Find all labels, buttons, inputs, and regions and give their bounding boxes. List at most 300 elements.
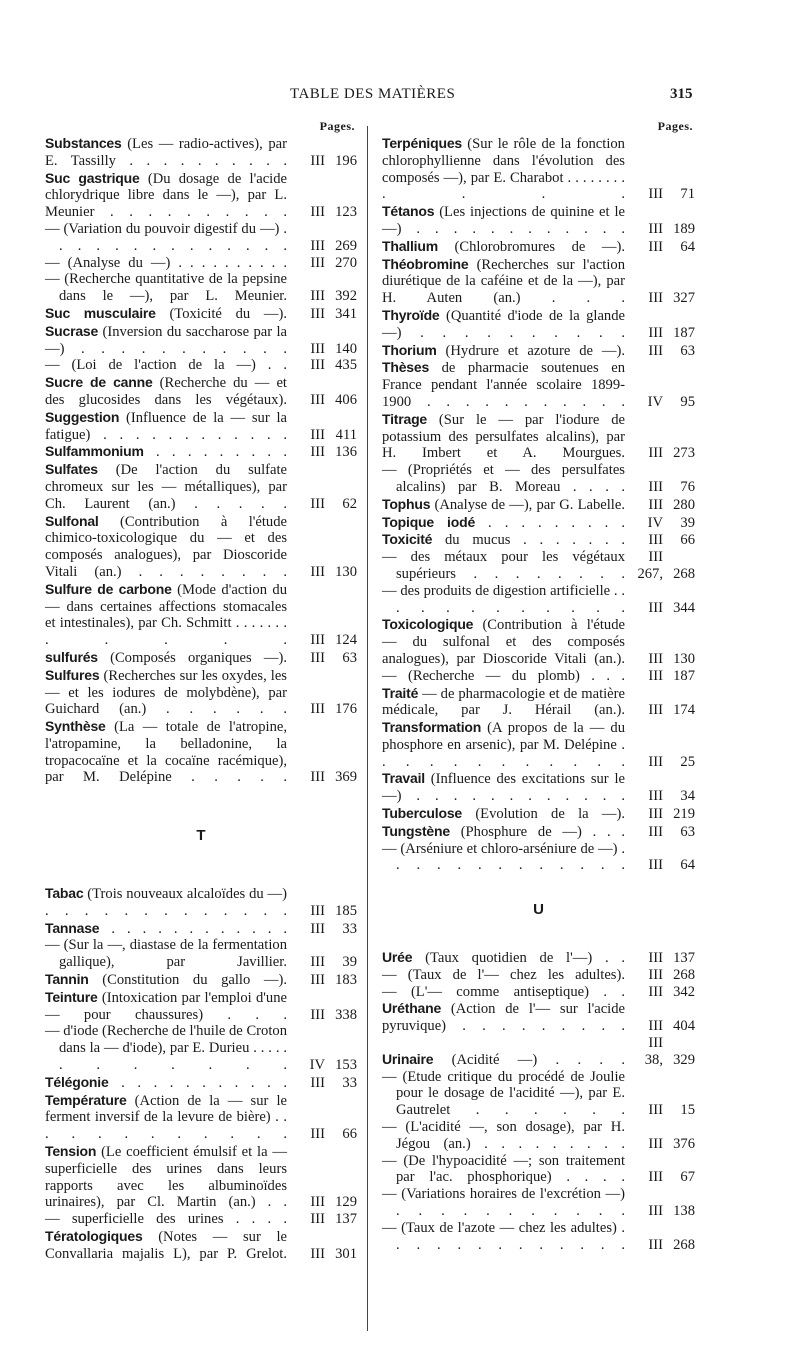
entry-volume: III [310,954,325,971]
entry-description: (De l'action du sulfate chromeux sur les — métalliques), par Ch. Laurent (an.) . . . . . [45,462,287,512]
index-entry [382,307,695,342]
entry-volume: III [648,983,663,1000]
entry-volume: III [648,857,663,874]
entries-s [45,135,357,786]
entry-description: — (Sur la —, diastase de la fermentation gallique), par Javillier. [45,937,287,971]
index-entry [382,1153,695,1187]
entry-volume: III [310,972,325,989]
entry-volume: III [310,769,325,786]
entry-description: — (Arséniure et chloro-arséniure de —) . . . . . . . . . . . . . [382,840,625,874]
index-entry [45,305,357,323]
entry-text [382,1186,629,1220]
index-entry [382,719,695,770]
entry-description: (Trois nouveaux alcaloïdes du —) . . . . . . . . . . . . . [45,886,287,919]
entry-headword: Température [45,1091,127,1108]
entry-text [382,1000,629,1035]
entry-description: (Influence de la — sur la fatigue) . . . . . . . . . . . . [45,409,288,443]
index-entry [382,805,695,823]
entry-description: (Recherches sur l'action diurétique de la caféine et de la —), par H. Auten (an.) . . . [382,256,625,307]
entry-description: — (Recherche quantitative de la pepsine dans le —), par L. Meunier. [45,271,287,305]
entry-page: 130 [673,650,695,667]
entry-page: 187 [673,324,695,341]
entry-text [45,357,291,374]
entry-description: (Chlorobromures de —). [454,238,625,255]
entry-page: 174 [673,702,695,719]
entry-page: 189 [673,220,695,237]
entry-page: 63 [680,342,695,359]
entry-description: — (Variations horaires de l'excrétion —) . . . . . . . . . . . [382,1186,625,1220]
entry-description: . . . . . . . . . . . [121,1074,287,1091]
entry-page: 64 [680,238,695,255]
index-entry [382,411,695,462]
entry-page: 268 [673,966,695,983]
entry-page: 71 [680,186,695,203]
index-entry [382,496,695,514]
index-entry [45,461,357,512]
entry-headword: Substances [45,135,122,151]
entry-volume: III [310,1211,325,1228]
entry-page: 137 [335,1211,357,1228]
entry-page: 268 [673,565,695,582]
entry-page: 280 [673,496,695,513]
entry-page: 342 [673,983,695,1000]
entry-description: (Evolution de la —). [475,806,625,823]
entry-page: 124 [335,632,357,649]
entry-description: (Les injections de quinine et le —) . . . . . . . . . . . . [382,204,625,237]
entry-page: 185 [335,902,357,919]
entry-headword: Sulfonal [45,512,99,529]
index-entry [382,967,695,984]
entry-text [45,1143,291,1211]
index-entry [45,170,357,221]
entry-volume: III [310,1074,325,1091]
entry-volume: IV [309,1057,325,1074]
entry-volume: III [310,444,325,461]
entry-description: (A propos de la — du phosphore en arsenic), par M. Delépine . . . . . . . . . . . . [382,720,625,770]
entry-text [45,1092,291,1143]
index-entry [45,271,357,305]
entry-page: 196 [335,152,357,169]
entry-volume: III [310,237,325,254]
entry-page: 176 [335,701,357,718]
entry-description: (Hydrure et azoture de —). [445,342,625,359]
index-entry [382,462,695,496]
entry-text [382,967,629,984]
entry-text [45,1211,291,1228]
entry-volume: III [310,920,325,937]
index-entry [45,135,357,170]
index-entry [382,342,695,360]
entry-page: 392 [335,288,357,305]
entry-volume: III [310,288,325,305]
entry-page: 67 [680,1169,695,1186]
entry-page: 66 [342,1126,357,1143]
entry-page: 25 [680,753,695,770]
entry-headword: Sucrase [45,322,99,339]
entry-page: 66 [680,532,695,549]
index-entry [382,949,695,967]
entries-t-right [382,135,695,874]
index-entry [382,823,695,841]
entry-volume: III [648,702,663,719]
entry-volume: III [648,1203,663,1220]
section-letter-t: T [196,827,206,845]
entry-volume: III 267, [637,549,663,582]
index-entry [45,885,357,920]
entry-text [382,496,629,514]
entry-volume: III [648,1135,663,1152]
entry-headword: Urinaire [382,1050,434,1067]
index-entry [45,1092,357,1143]
entry-volume: III [648,1236,663,1253]
entry-text [45,718,291,786]
index-entry [382,770,695,805]
entry-text [382,616,629,667]
entry-description: (La — totale de l'atropine, l'atropamine, la belladonine, la tropacocaïne et la cocaïne racémique), par M. Delépine . . . . . [45,719,287,786]
entry-description: (Quantité d'iode de la glande —) . . . . . . . . . . [382,307,625,341]
entry-text [382,203,629,238]
index-entry [45,581,357,649]
entry-volume: III [310,1245,325,1262]
entry-page: 62 [342,495,357,512]
entry-text [382,719,629,770]
entry-description: — d'iode (Recherche de l'huile de Croton dans la — d'iode), par E. Durieu . . . . . . . . . . . . [45,1023,287,1074]
index-entry [382,1119,695,1153]
entry-volume: III [648,667,663,684]
index-entry [382,1035,695,1069]
entry-description: — (Taux de l'azote — chez les adultes) . . . . . . . . . . . . . [382,1219,625,1253]
entry-volume: III [310,340,325,357]
entry-page: 376 [673,1135,695,1152]
entry-volume: III [648,342,663,359]
entry-volume: III [648,806,663,823]
entry-description: (Taux quotidien de l'—) . . [425,950,625,967]
entry-page: 341 [335,305,357,322]
index-entry [382,359,695,410]
entry-description: (Action de l'— sur l'acide pyruvique) . . . . . . . . . [382,1001,625,1035]
entry-headword: Traité [382,684,419,701]
entry-description: (Action de la — sur le ferment inversif de la levure de bière) . . . . . . . . . . . . [45,1092,287,1143]
index-entry [382,238,695,256]
entry-headword: Thyroïde [382,306,440,323]
entry-description: . . . . . . . . . [156,444,287,461]
entry-page: 39 [680,514,695,531]
entry-description: (Composés organiques —). [110,649,288,666]
entry-page: 129 [335,1194,357,1211]
entry-text [382,984,629,1001]
entry-text [45,1074,291,1092]
index-entry [382,1000,695,1035]
entry-text [382,583,629,617]
entry-text [382,770,629,805]
entry-headword: Terpéniques [382,135,463,151]
entry-headword: Théobromine [382,255,469,272]
entry-description: — (Analyse du —) . . . . . . . . . . [45,254,287,271]
entry-description: — (Loi de l'action de la —) . . [45,357,287,374]
entry-volume: III [648,1169,663,1186]
entry-page: 411 [335,426,357,443]
index-entry [382,549,695,583]
entry-page: 404 [673,1018,695,1035]
entry-description: (Inversion du saccharose par la —) . . . . . . . . . . . [45,323,288,357]
index-entry [45,374,357,409]
entry-text [382,514,629,532]
index-entry [45,989,357,1024]
entry-headword: Tétanos [382,203,435,220]
entry-page: 327 [673,290,695,307]
entry-volume: III [310,391,325,408]
entry-headword: Urée [382,949,413,966]
entry-volume: III [648,186,663,203]
entry-page: 95 [680,393,695,410]
entry-text [45,323,291,358]
entry-headword: Uréthane [382,1000,442,1017]
entry-text [45,989,291,1024]
entry-volume: III [648,823,663,840]
entry-text [382,256,629,307]
entry-headword: Sulfure de carbone [45,580,172,597]
entry-text [382,549,629,583]
entry-volume: III [310,1194,325,1211]
entry-volume: III [648,496,663,513]
entry-headword: Topique iodé [382,513,476,530]
entry-volume: III [648,445,663,462]
entry-headword: Tannase [45,919,100,936]
entry-volume: III [648,532,663,549]
entry-volume: III [648,599,663,616]
entry-headword: Thorium [382,341,437,358]
entry-description: (Mode d'action du — dans certaines affections stomacales et intestinales), par Ch. Schmitt . . . . . . . . . . . . [45,581,287,649]
entry-volume: III [310,357,325,374]
index-entry [45,513,357,581]
entry-text [45,409,291,444]
running-header [0,86,800,106]
entry-page: 130 [335,563,357,580]
index-entry [382,1069,695,1119]
entry-volume: III [648,788,663,805]
index-entry [382,256,695,307]
entry-headword: sulfurés [45,648,98,665]
entry-volume: III [648,1018,663,1035]
entry-description: . . . . . . . . . . . . [111,920,287,937]
entry-description: (Acidité —) . . . . [451,1051,625,1068]
pages-label: Pages. [319,119,355,133]
entry-text [45,443,291,461]
index-entry [382,135,695,203]
index-entry [382,1220,695,1254]
entry-description: (Du dosage de l'acide chlorydrique libre dans le —), par L. Meunier . . . . . . . . . . [45,170,287,221]
entry-page: 273 [673,445,695,462]
entry-text [45,513,291,581]
entry-description: — de pharmacologie et de matière médicale, par J. Hérail (an.). [382,685,625,719]
index-entry [382,203,695,238]
entries-t-left [45,885,357,1263]
entry-headword: Sulfammonium [45,443,144,460]
index-entry [45,221,357,255]
entry-text [382,841,629,875]
entry-page: 406 [335,391,357,408]
entry-volume: III [648,1102,663,1119]
entry-text [382,462,629,496]
entry-page: 301 [335,1245,357,1262]
index-entry [45,971,357,989]
entry-text [382,342,629,360]
entry-description: — (De l'hypoacidité —; son traitement par l'ac. phosphorique) . . . . [382,1152,625,1186]
entry-volume: III [648,966,663,983]
entry-description: (Les — radio-actives), par E. Tassilly . . . . . . . . . . [45,136,287,169]
entry-text [45,305,291,323]
entry-page: 33 [342,920,357,937]
entry-text [382,238,629,256]
entry-description: — (Etude critique du procédé de Joulie pour le dosage de l'acidité —), par E. Gautrelet . . . . . . [382,1068,625,1119]
entry-volume: III [310,1006,325,1023]
entry-description: du mucus . . . . . . . [445,532,625,549]
entry-headword: Sucre de canne [45,374,153,391]
index-entry [382,514,695,532]
index-entry [382,531,695,549]
entry-page: 136 [335,444,357,461]
entry-page: 270 [335,254,357,271]
entry-description: (Recherche du — et des glucosides dans les végétaux). [45,375,287,408]
entry-text [45,271,291,305]
entry-description: — (Variation du pouvoir digestif du —) . . . . . . . . . . . . . . [45,220,287,254]
entry-volume: III 38, [644,1035,663,1068]
section-letter-u: U [533,901,544,919]
entry-text [45,374,291,409]
entry-text [45,1023,291,1073]
entry-description: (Toxicité du —). [169,305,287,322]
entry-page: 63 [342,649,357,666]
entry-text [45,461,291,512]
entry-description: — (L'acidité —, son dosage), par H. Jégou (an.) . . . . . . . . . [382,1119,625,1152]
entry-page: 435 [335,357,357,374]
entry-page: 369 [335,769,357,786]
entry-text [45,170,291,221]
entry-page: 153 [335,1057,357,1074]
index-entry [45,443,357,461]
entry-page: 15 [680,1102,695,1119]
entry-text [45,667,291,718]
entry-headword: Synthèse [45,718,106,735]
entry-headword: Toxicologique [382,616,474,633]
entry-headword: Suc gastrique [45,169,140,186]
index-entry [45,1074,357,1092]
entry-volume: III [310,701,325,718]
entry-text [45,255,291,272]
entry-headword: Travail [382,770,425,787]
entry-text [45,581,291,649]
column-divider [367,126,368,1331]
entry-headword: Tannin [45,971,89,988]
entry-volume: III [648,478,663,495]
index-entry [45,409,357,444]
entry-text [382,531,629,549]
entry-volume: III [310,254,325,271]
entry-page: 344 [673,599,695,616]
entry-text [45,885,291,920]
entry-text [382,1069,629,1119]
entry-page: 138 [673,1203,695,1220]
entry-description: — (Taux de l'— chez les adultes). [382,966,625,983]
left-column [45,118,357,1263]
entry-volume: III [648,290,663,307]
entry-volume: III [310,632,325,649]
entry-description: — superficielle des urines . . . . [45,1211,287,1228]
entry-headword: Sulfures [45,666,100,683]
entry-volume: III [310,305,325,322]
index-entry [382,984,695,1001]
entry-page: 140 [335,340,357,357]
entry-text [45,920,291,938]
index-entry [382,616,695,667]
entry-headword: Télégonie [45,1073,109,1090]
entry-text [45,135,291,170]
entry-text [45,971,291,989]
entry-page: 187 [673,667,695,684]
entry-description: (Sur le rôle de la fonction chlorophyllienne dans l'évolution des composés —), par E. Charabot . . . . . . . . . . . . [382,136,625,203]
entry-volume: IV [647,393,663,410]
pages-label: Pages. [657,119,693,133]
entry-volume: III [310,563,325,580]
index-entry [382,1186,695,1220]
entry-text [382,805,629,823]
entry-description: — (Propriétés et — des persulfates alcalins) par B. Moreau . . . . [382,462,625,495]
entry-description: (Constitution du gallo —). [102,972,287,989]
entry-page: 183 [335,972,357,989]
page-title: TABLE DES MATIÈRES [290,86,456,102]
entry-page: 123 [335,204,357,221]
entry-page: 338 [335,1006,357,1023]
index-entry [45,357,357,374]
entry-description: (Le coefficient émulsif et la — superficielle des urines dans leurs rapports avec les albuminoïdes urinaires), par Cl. Martin (an.) . . [45,1144,287,1211]
index-entry [45,1228,357,1263]
entry-headword: Titrage [382,410,428,427]
entry-page: 219 [673,806,695,823]
index-entry [45,920,357,938]
entry-text [45,221,291,255]
entry-headword: Toxicité [382,531,433,548]
entry-page: 137 [673,950,695,967]
entry-text [382,668,629,685]
entry-description: (Phosphure de —) . . . [460,823,625,840]
entry-description: — des métaux pour les végétaux supérieurs . . . . . . . . [382,549,625,582]
entry-description: (Notes — sur le Convallaria majalis L), par P. Grelot. [45,1229,287,1262]
index-entry [382,583,695,617]
entry-description: de pharmacie soutenues en France pendant l'année scolaire 1899-1900 . . . . . . . . . . . [382,360,625,410]
entry-headword: Thallium [382,237,438,254]
entry-page: 63 [680,823,695,840]
entry-description: — des produits de digestion artificielle . . . . . . . . . . . . [382,582,625,616]
entry-page: 64 [680,857,695,874]
entry-description: (Recherches sur les oxydes, les — et les iodures de molybdène), par Guichard (an.) . . . . . . [45,667,287,718]
entry-headword: Suggestion [45,408,120,425]
entry-volume: IV [647,514,663,531]
entry-headword: Thèses [382,359,430,376]
entry-text [382,1119,629,1153]
entry-description: (Intoxication par l'emploi d'une — pour chaussures) . . . [45,989,287,1023]
entry-headword: Suc musculaire [45,304,156,321]
entry-volume: III [648,650,663,667]
index-entry [45,323,357,358]
entry-text [382,1153,629,1187]
entry-headword: Tension [45,1143,97,1160]
entry-volume: III [648,324,663,341]
entry-page: 76 [680,478,695,495]
index-entry [45,1023,357,1073]
entry-page: 329 [673,1051,695,1068]
index-entry [382,685,695,720]
entry-headword: Teinture [45,988,98,1005]
